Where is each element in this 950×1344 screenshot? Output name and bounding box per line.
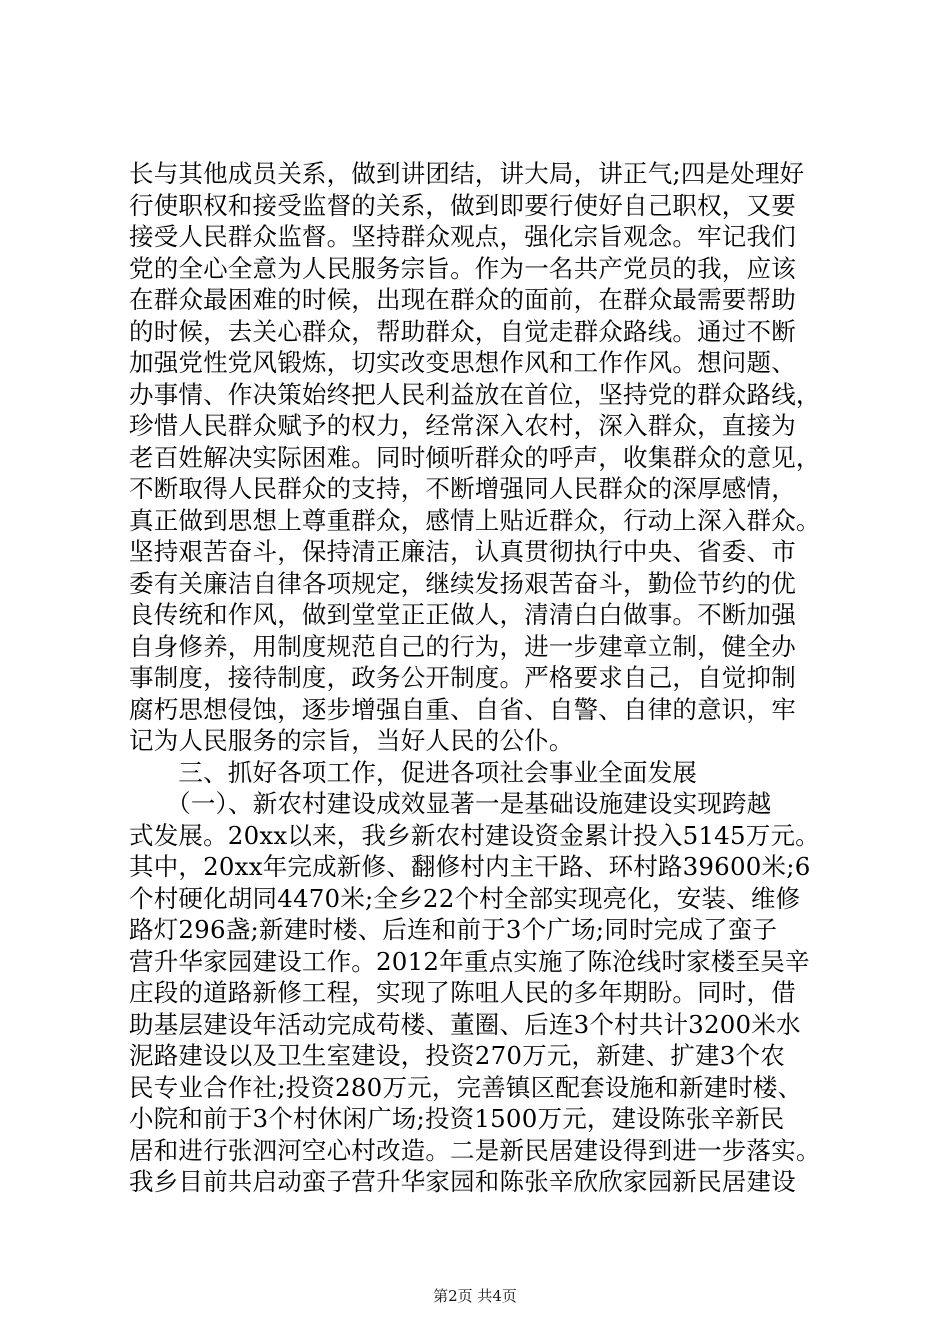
text-line: 小院和前于3个村休闲广场;投资1500万元，建设陈张辛新民 <box>129 1104 785 1133</box>
text-line: 自身修养，用制度规范自己的行为，进一步建章立制，健全办 <box>129 631 796 661</box>
text-line: 长与其他成员关系，做到讲团结，讲大局，讲正气;四是处理好 <box>129 159 805 188</box>
text-line: 珍惜人民群众赋予的权力，经常深入农村，深入群众，直接为 <box>129 411 796 440</box>
text-line: 助基层建设年活动完成苟楼、董圈、后连3个村共计3200米水 <box>129 1009 801 1039</box>
text-line: 党的全心全意为人民服务宗旨。作为一名共产党员的我，应该 <box>129 253 796 283</box>
text-line: 三、抓好各项工作，促进各项社会事业全面发展 <box>129 757 698 787</box>
text-line: 接受人民群众监督。坚持群众观点，强化宗旨观念。牢记我们 <box>129 222 796 251</box>
text-line: 老百姓解决实际困难。同时倾听群众的呼声，收集群众的意见， <box>129 442 821 472</box>
text-line: （一）、新农村建设成效显著一是基础设施建设实现跨越 <box>129 789 772 818</box>
text-line: 不断取得人民群众的支持，不断增强同人民群众的深厚感情， <box>129 474 796 503</box>
text-line: 式发展。20xx以来，我乡新农村建设资金累计投入5145万元。 <box>129 820 820 850</box>
body-text <box>129 158 869 1198</box>
text-line: 泥路建设以及卫生室建设，投资270万元，新建、扩建3个农 <box>129 1041 785 1070</box>
page-footer: 第2页 共4页 <box>433 1287 517 1305</box>
text-line: 其中，20xx年完成新修、翻修村内主干路、环村路39600米;6 <box>129 852 811 881</box>
text-line: 办事情、作决策始终把人民利益放在首位，坚持党的群众路线， <box>129 379 821 409</box>
text-line: 路灯296盏;新建时楼、后连和前于3个广场;同时完成了蛮子 <box>129 915 778 944</box>
text-line: 个村硬化胡同4470米;全乡22个村全部实现亮化，安装、维修 <box>129 883 801 913</box>
text-line: 居和进行张泗河空心村改造。二是新民居建设得到进一步落实。 <box>129 1135 821 1165</box>
text-line: 的时候，去关心群众，帮助群众，自觉走群众路线。通过不断 <box>129 316 796 346</box>
text-line: 营升华家园建设工作。2012年重点实施了陈沧线时家楼至吴辛 <box>129 946 810 976</box>
text-line: 事制度，接待制度，政务公开制度。严格要求自己，自觉抑制 <box>129 663 796 692</box>
text-line: 良传统和作风，做到堂堂正正做人，清清白白做事。不断加强 <box>129 600 796 629</box>
text-line: 坚持艰苦奋斗，保持清正廉洁，认真贯彻执行中央、省委、市 <box>129 537 796 566</box>
text-line: 记为人民服务的宗旨，当好人民的公仆。 <box>129 726 574 755</box>
text-line: 委有关廉洁自律各项规定，继续发扬艰苦奋斗，勤俭节约的优 <box>129 568 796 598</box>
text-line: 民专业合作社;投资280万元，完善镇区配套设施和新建时楼、 <box>129 1072 803 1102</box>
text-line: 在群众最困难的时候，出现在群众的面前，在群众最需要帮助 <box>129 285 796 314</box>
text-line: 加强党性党风锻炼，切实改变思想作风和工作作风。想问题、 <box>129 348 796 377</box>
text-line: 真正做到思想上尊重群众，感情上贴近群众，行动上深入群众。 <box>129 505 821 535</box>
text-line: 我乡目前共启动蛮子营升华家园和陈张辛欣欣家园新民居建设 <box>129 1167 796 1196</box>
text-line: 腐朽思想侵蚀，逐步增强自重、自省、自警、自律的意识，牢 <box>129 694 796 724</box>
text-line: 庄段的道路新修工程，实现了陈咀人民的多年期盼。同时，借 <box>129 978 796 1007</box>
text-line: 行使职权和接受监督的关系，做到即要行使好自己职权，又要 <box>129 190 796 220</box>
